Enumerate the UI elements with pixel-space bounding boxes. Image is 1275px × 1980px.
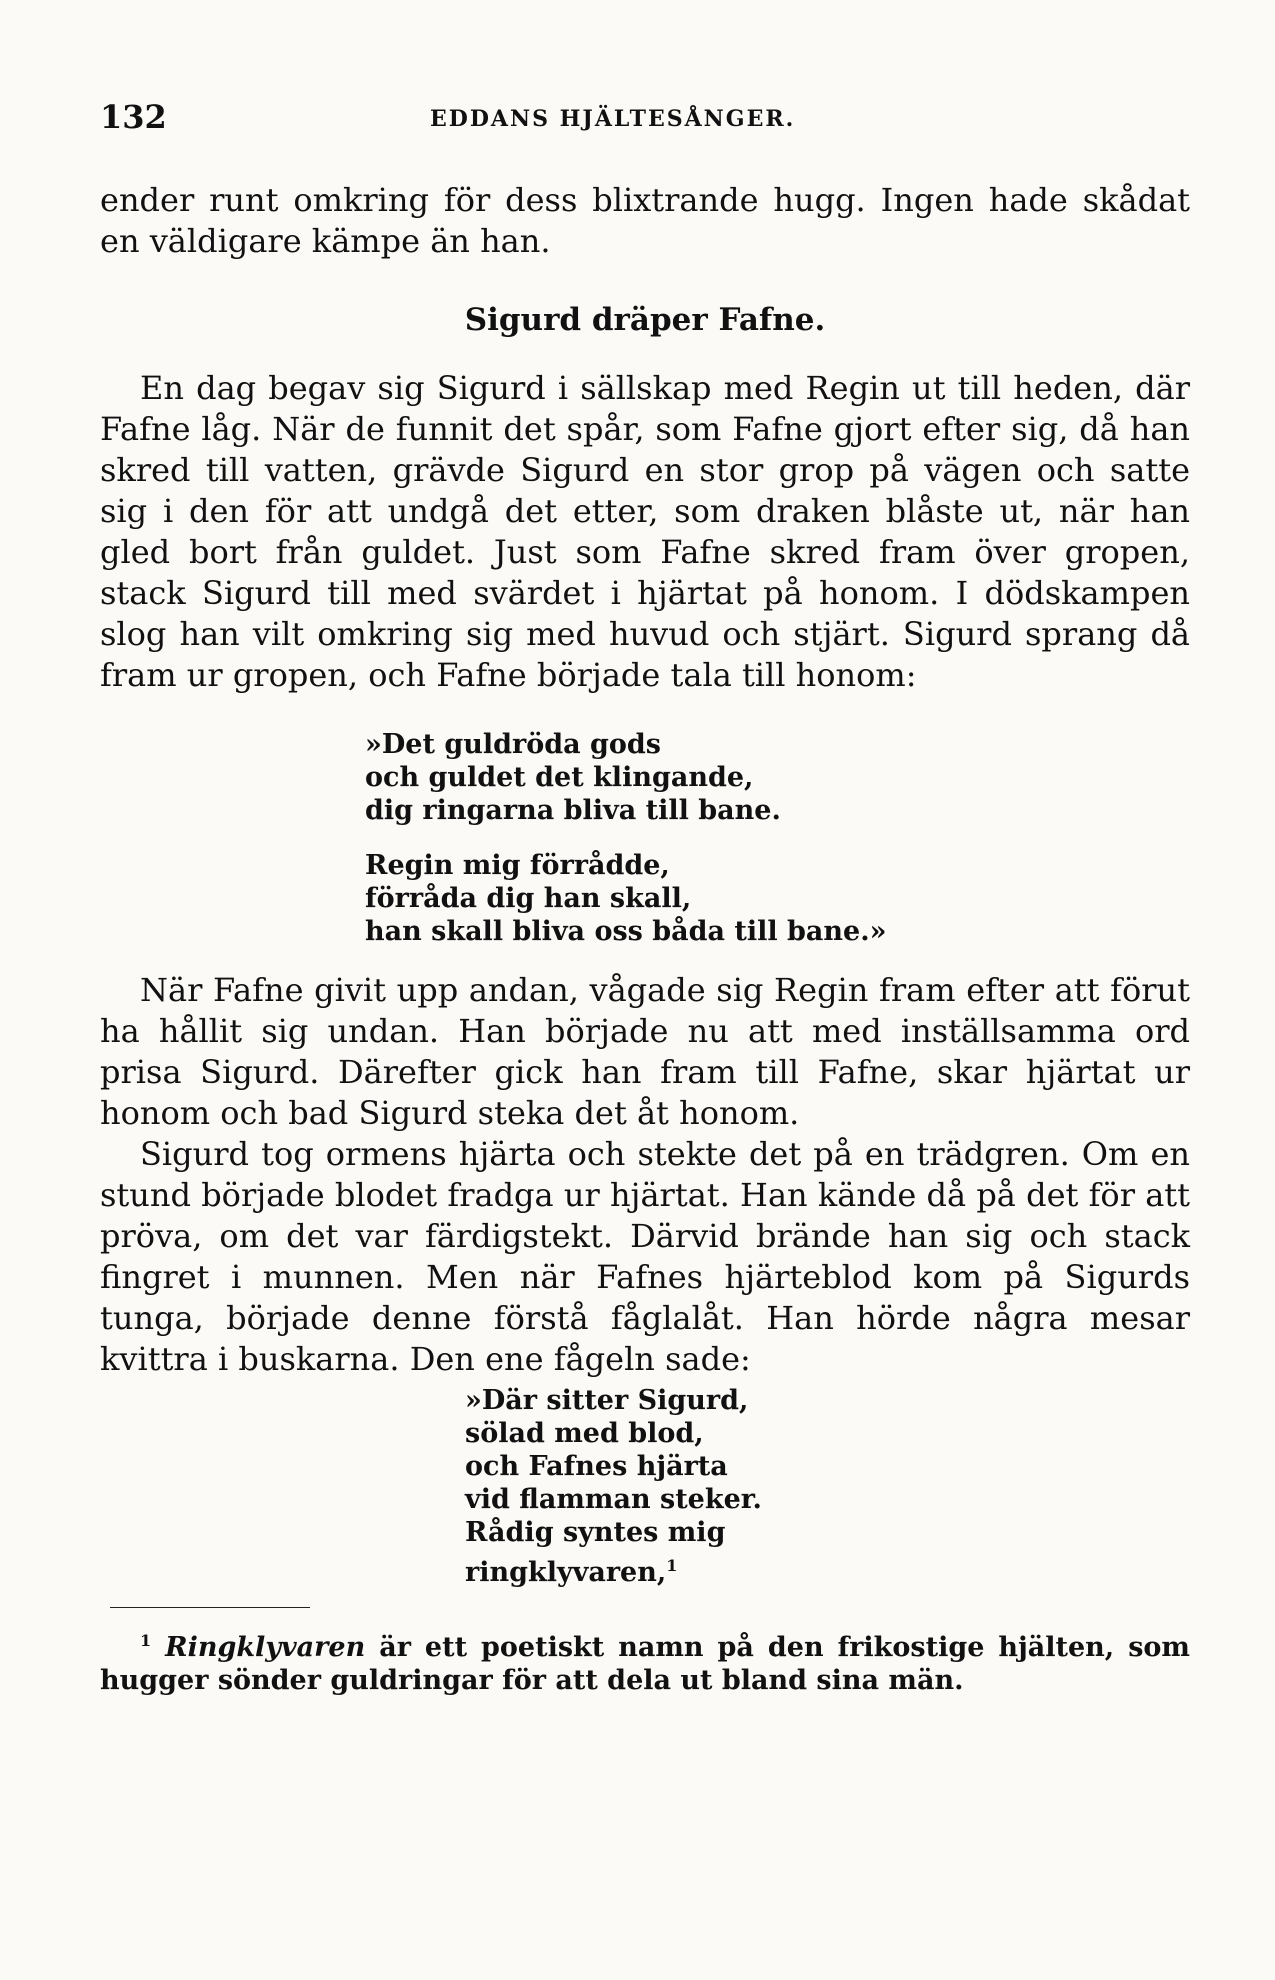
verse-line: Regin mig förrådde, [365,850,670,881]
verse-line: »Det guldröda gods [365,729,661,760]
page-header [100,98,1190,138]
section-title: Sigurd dräper Fafne. [464,302,826,338]
footnote-reference: 1 [666,1556,678,1575]
verse-line: han skall bliva oss båda till bane.» [365,916,887,947]
verse-line: och guldet det klingande, [365,762,754,793]
paragraph-regin-returns: När Fafne givit upp andan, vågade sig Regin fram efter att förut ha hållit sig undan. Han började nu att med inställsamma ord prisa Sigurd. Därefter gick han fram till Fafne, skar hjärtat ur honom och bad Sigurd steka det åt honom. [100,971,1190,1132]
verse-fafne-speech [365,728,1190,948]
footnote-term: Ringklyvaren [165,1632,366,1663]
verse-line: dig ringarna bliva till bane. [365,795,781,826]
running-head: EDDANS HJÄLTESÅNGER. [430,106,796,132]
verse-line: sölad med blod, [465,1418,704,1449]
page-body [100,180,1190,1697]
verse-line: och Fafnes hjärta [465,1451,728,1482]
paragraph-fafne-slain: En dag begav sig Sigurd i sällskap med Regin ut till heden, där Fafne låg. När de funnit det spår, som Fafne gjort efter sig, då han skred till vatten, grävde Sigurd en stor grop på vägen och satte sig i den för att undgå det etter, som draken blåste ut, när han gled bort från guldet. Just som Fafne skred fram över gropen, stack Sigurd till med svärdet i hjärtat på honom. I dödskampen slog han vilt omkring sig med huvud och stjärt. Sigurd sprang då fram ur gropen, och Fafne började tala till honom: [100,369,1190,694]
footnote-marker: 1 [140,1631,152,1650]
verse-line: »Där sitter Sigurd, [465,1385,749,1416]
paragraph-heart-roasting: Sigurd tog ormens hjärta och stekte det på en trädgren. Om en stund började blodet fradga ur hjärtat. Han kände då på det för att pröva, om det var färdigstekt. Därvid brände han sig och stack fingret i munnen. Men när Fafnes hjärteblod kom på Sigurds tunga, började denne förstå fåglalåt. Han hörde några mesar kvittra i buskarna. Den ene fågeln sade: [100,1135,1190,1378]
verse-line: vid flamman steker. [465,1484,762,1515]
footnote-text: är ett poetiskt namn på den frikostige hjälten, som hugger sönder guldringar för att dela ut bland sina män. [100,1632,1190,1696]
paragraph-continuation: ender runt omkring för dess blixtrande hugg. Ingen hade skådat en väldigare kämpe än han. [100,181,1190,260]
footnote-divider [110,1607,310,1608]
verse-stanza-1 [365,728,1190,827]
footnote [100,1624,1190,1697]
verse-line: förråda dig han skall, [365,883,692,914]
verse-stanza-2 [365,849,1190,948]
page-number: 132 [100,98,167,136]
verse-line-text: ringklyvaren, [465,1557,667,1588]
verse-bird-speech [465,1384,1190,1589]
verse-line [465,1549,1190,1589]
verse-line: Rådig syntes mig [465,1517,726,1548]
